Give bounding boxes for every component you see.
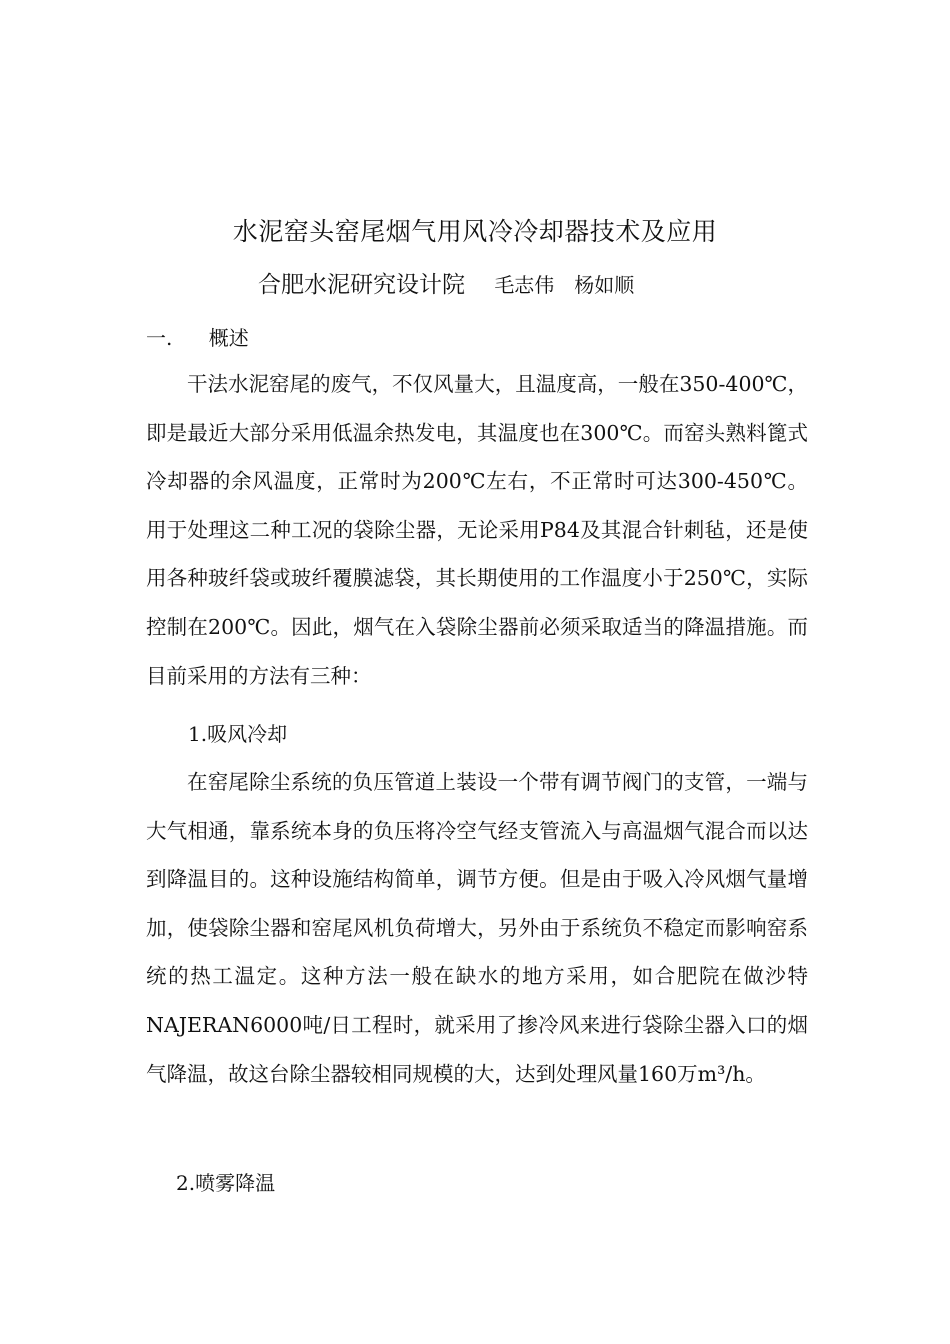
affiliation: 合肥水泥研究设计院: [258, 272, 465, 298]
document-title: 水泥窑头窑尾烟气用风冷冷却器技术及应用: [232, 217, 718, 246]
section-title: 概述: [208, 326, 249, 350]
subheading-air-cooling: 1.吸风冷却: [188, 722, 288, 746]
paragraph-air-cooling: 在窑尾除尘系统的负压管道上装设一个带有调节阀门的支管，一端与大气相通，靠系统本身的负压将冷空气经支管流入与高温烟气混合而以达到降温目的。这种设施结构简单，调节方便。但是由于吸入冷风烟气量增加，使袋除尘器和窑尾风机负荷增大，另外由于系统负不稳定而影响窑系统的热工温定。这种方法一般在缺水的地方采用，如合肥院在做沙特NAJERAN6000吨/日工程时，就采用了掺冷风来进行袋除尘器入口的烟气降温，故这台除尘器较相同规模的大，达到处理风量160万m³/h。: [146, 770, 808, 1086]
section-heading: [146, 322, 249, 351]
subheading-spray-cooling: 2.喷雾降温: [176, 1171, 276, 1195]
authors: 毛志伟 杨如顺: [494, 273, 635, 297]
paragraph-overview: 干法水泥窑尾的废气，不仅风量大，且温度高，一般在350-400℃，即是最近大部分采用低温余热发电，其温度也在300℃。而窑头熟料篦式冷却器的余风温度，正常时为200℃左右，不正常时可达300-450℃。用于处理这二种工况的袋除尘器，无论采用P84及其混合针刺毡，还是使用各种玻纤袋或玻纤覆膜滤袋，其长期使用的工作温度小于250℃，实际控制在200℃。因此，烟气在入袋除尘器前必须采取适当的降温措施。而目前采用的方法有三种：: [146, 372, 808, 688]
author-line: [258, 266, 634, 299]
section-number: 一.: [146, 326, 173, 350]
